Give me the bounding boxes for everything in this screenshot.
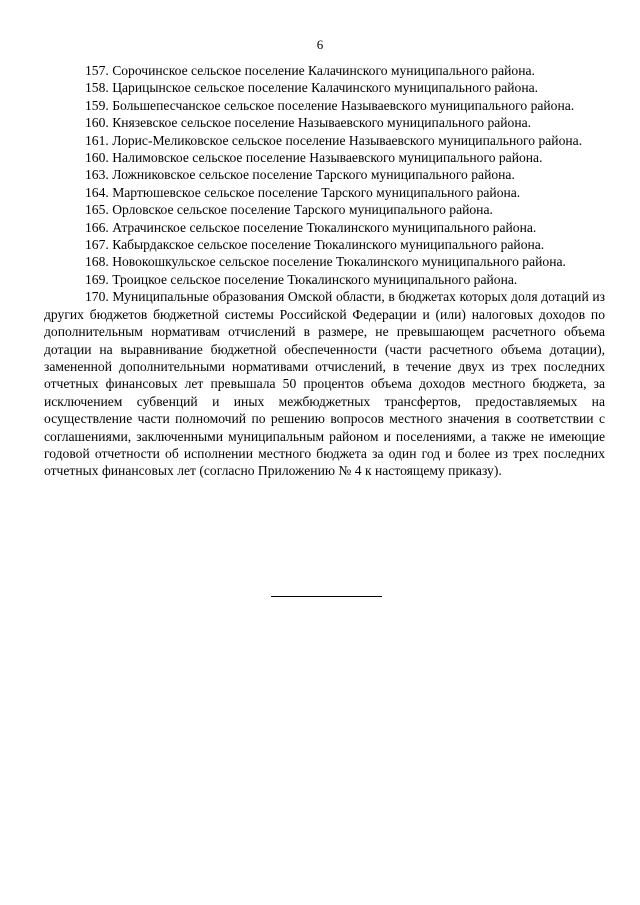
list-item: 164. Мартюшевское сельское поселение Тарского муниципального района. [85,184,521,200]
list-item: 160. Князевское сельское поселение Называевского муниципального района. [85,115,532,131]
list-item: 158. Царицынское сельское поселение Калачинского муниципального района. [85,80,539,96]
list-item: 167. Кабырдакское сельское поселение Тюкалинского муниципального района. [85,237,545,253]
list-item: 165. Орловское сельское поселение Тарского муниципального района. [85,202,493,218]
list-item: 159. Большепесчанское сельское поселение Называевского муниципального района. [85,97,575,113]
list-item: 163. Ложниковское сельское поселение Тарского муниципального района. [85,167,515,183]
page-number: 6 [316,37,324,52]
list-item: 160. Налимовское сельское поселение Называевского муниципального района. [85,150,543,166]
list-item: 169. Троицкое сельское поселение Тюкалинского муниципального района. [85,271,518,287]
list-item: 166. Атрачинское сельское поселение Тюкалинского муниципального района. [85,219,537,235]
list-item: 157. Сорочинское сельское поселение Калачинского муниципального района. [85,63,535,78]
end-divider [271,596,382,597]
settlement-list [44,62,605,480]
list-item: 168. Новокошкульское сельское поселение Тюкалинского муниципального района. [85,254,566,270]
list-item: 161. Лорис-Меликовское сельское поселение Называевского муниципального района. [85,132,583,148]
list-item: 170. Муниципальные образования Омской области, в бюджетах которых доля дотаций из других бюджетов бюджетной системы Российской Федерации и (или) налоговых доходов по дополнительным нормативам отчислений в размере, не превышающем расчетного объема дотации на выравнивание бюджетной обеспеченности (части расчетного объема дотации), замененной дополнительными нормативами отчислений, в течение двух из трех последних отчетных финансовых лет превышала 50 процентов объема доходов местного бюджета, за исключением субвенций и иных межбюджетных трансфертов, предоставляемых на осуществление части полномочий по решению вопросов местного значения в соответствии с соглашениями, заключенными муниципальным районом и поселениями, а также не имеющие годовой отчетности об исполнении местного бюджета за один год и более из трех последних отчетных финансовых лет (согласно Приложению № 4 к настоящему приказу). [44,289,605,479]
